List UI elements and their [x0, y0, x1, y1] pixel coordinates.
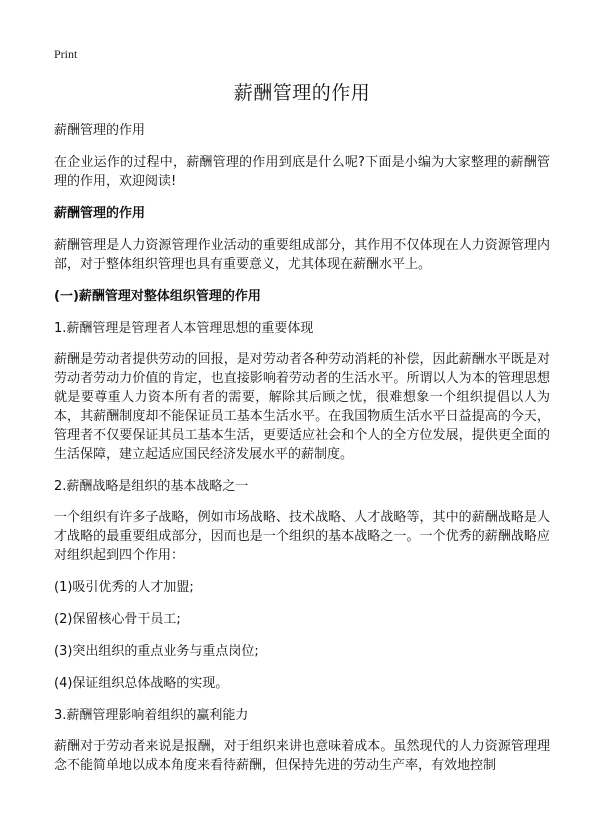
role-item-3: (3)突出组织的重点业务与重点岗位;	[54, 644, 259, 659]
item3-heading: 3.薪酬管理影响着组织的赢利能力	[54, 708, 249, 723]
intro-paragraph: 在企业运作的过程中，薪酬管理的作用到底是什么呢?下面是小编为大家整理的薪酬管理的作用，欢迎阅读!	[54, 155, 550, 189]
page-title: 薪酬管理的作用	[233, 82, 371, 104]
item1-paragraph: 薪酬是劳动者提供劳动的回报，是对劳动者各种劳动消耗的补偿，因此薪酬水平既是对劳动者劳动力价值的肯定，也直接影响着劳动者的生活水平。所谓以人为本的管理思想就是要尊重人力资本所有者的需要，解除其后顾之忧，很难想象一个组织提倡以人为本，其薪酬制度却不能保证员工基本生活水平。在我国物质生活水平日益提高的今天，管理者不仅要保证其员工基本生活，更要适应社会和个人的全方位发展，提供更全面的生活保障，建立起适应国民经济发展水平的薪制度。	[54, 352, 550, 462]
item1-heading: 1.薪酬管理是管理者人本管理思想的重要体现	[54, 321, 314, 336]
part1-heading: (一)薪酬管理对整体组织管理的作用	[54, 289, 261, 304]
intro-label: 薪酬管理的作用	[54, 123, 146, 138]
section-heading: 薪酬管理的作用	[54, 206, 146, 221]
item3-paragraph: 薪酬对于劳动者来说是报酬，对于组织来讲也意味着成本。虽然现代的人力资源管理理念不能简单地以成本角度来看待薪酬，但保持先进的劳动生产率，有效地控制	[54, 739, 550, 773]
role-item-4: (4)保证组织总体战略的实现。	[54, 676, 229, 691]
print-link[interactable]: Print	[54, 47, 78, 61]
article	[54, 78, 550, 788]
item2-paragraph: 一个组织有许多子战略，例如市场战略、技术战略、人才战略等，其中的薪酬战略是人才战略的最重要组成部分，因而也是一个组织的基本战略之一。一个优秀的薪酬战略应对组织起到四个作用：	[54, 510, 550, 563]
item2-heading: 2.薪酬战略是组织的基本战略之一	[54, 479, 249, 494]
section-paragraph: 薪酬管理是人力资源管理作业活动的重要组成部分，其作用不仅体现在人力资源管理内部，对于整体组织管理也具有重要意义，尤其体现在薪酬水平上。	[54, 238, 550, 272]
role-item-1: (1)吸引优秀的人才加盟;	[54, 580, 194, 595]
role-item-2: (2)保留核心骨干员工;	[54, 612, 181, 627]
